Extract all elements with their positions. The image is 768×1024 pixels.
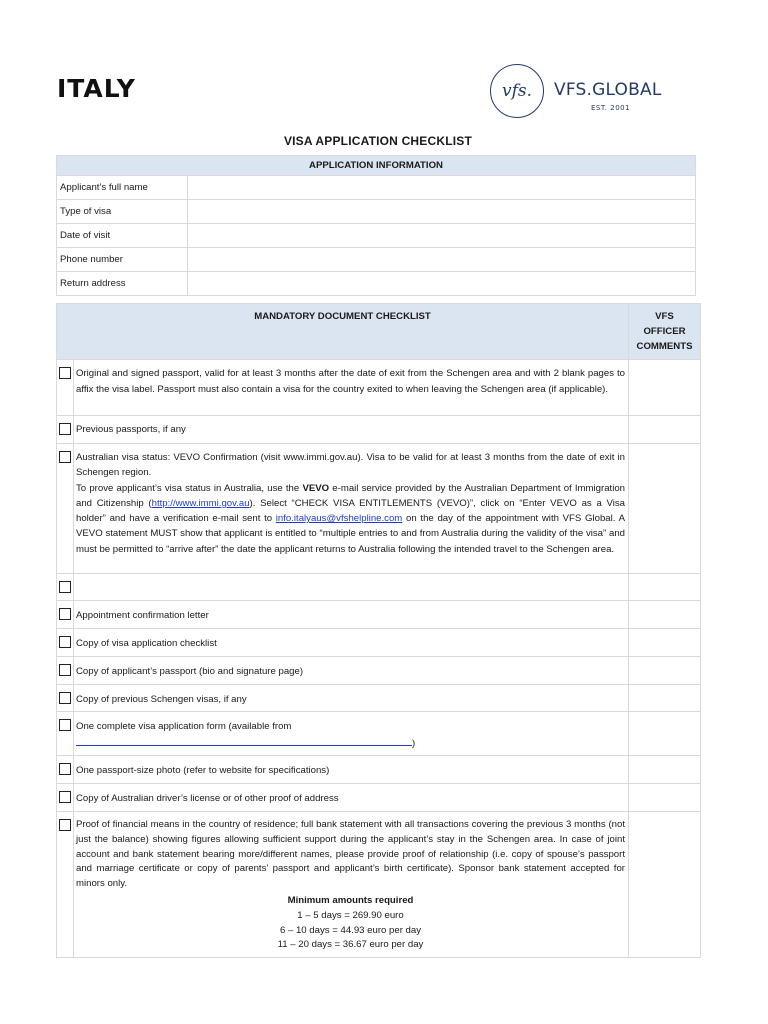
vfs-global-logo <box>490 64 670 124</box>
vfs-logo-mark: vfs. <box>490 64 544 118</box>
checkbox-application-form[interactable] <box>59 719 71 731</box>
checklist-row <box>57 756 701 784</box>
immi-link[interactable]: http://www.immi.gov.au <box>151 497 250 509</box>
checklist-row <box>57 574 701 601</box>
document-title: VISA APPLICATION CHECKLIST <box>283 134 473 148</box>
item-application-form <box>74 712 629 756</box>
financial-text: Proof of financial means in the country of residence; full bank statement with all transactions covering the previous 3 months (not just the balance) showing figures allowing sufficient support during the applicant’s stay in the Schengen area. In case of joint account and bank statement bearing more/different names, please provide proof of relationship (i.e. copy of spouse’s passport and marriage certificate or copy of parents’ passport and applicant’s birth certificate). Sponsor bank statement accepted for minors only. <box>76 819 625 890</box>
comment-cell[interactable] <box>629 756 701 784</box>
field-value-phone[interactable] <box>188 248 696 272</box>
field-label-date-of-visit: Date of visit <box>57 224 188 248</box>
checklist-row <box>57 684 701 712</box>
item-checklist-copy: Copy of visa application checklist <box>74 629 629 657</box>
item-photo: One passport-size photo (refer to website for specifications) <box>74 756 629 784</box>
checklist-row <box>57 416 701 444</box>
checklist-row <box>57 656 701 684</box>
checkbox-previous-passports[interactable] <box>59 423 71 435</box>
item-blank <box>74 574 629 601</box>
checklist-row <box>57 712 701 756</box>
checkbox-appointment[interactable] <box>59 608 71 620</box>
checkbox-license[interactable] <box>59 791 71 803</box>
comment-cell[interactable] <box>629 784 701 812</box>
field-label-full-name: Applicant’s full name <box>57 176 188 200</box>
field-value-full-name[interactable] <box>188 176 696 200</box>
item-passport: Original and signed passport, valid for at least 3 months after the date of exit from the Schengen area and with 2 blank pages to affix the visa label. Passport must also contain a visa for the country exited to when leaving the Schengen area (if applicable). <box>74 360 629 416</box>
checkbox-passport[interactable] <box>59 367 71 379</box>
field-value-return-address[interactable] <box>188 272 696 296</box>
checkbox-blank[interactable] <box>59 581 71 593</box>
checkbox-schengen-copy[interactable] <box>59 692 71 704</box>
checklist-row <box>57 629 701 657</box>
comment-cell[interactable] <box>629 656 701 684</box>
item-license: Copy of Australian driver’s license or of other proof of address <box>74 784 629 812</box>
comment-cell[interactable] <box>629 601 701 629</box>
vevo-intro: Australian visa status: VEVO Confirmation (visit www.immi.gov.au). Visa to be valid for at least 3 months from the date of exit in Schengen region. <box>76 452 625 479</box>
minimum-amounts-heading: Minimum amounts required <box>287 894 414 906</box>
comment-cell[interactable] <box>629 712 701 756</box>
mandatory-document-checklist <box>56 303 701 958</box>
logo-established: EST. 2001 <box>591 104 631 112</box>
checklist-row <box>57 812 701 958</box>
minimum-amounts <box>76 894 625 953</box>
comment-cell[interactable] <box>629 574 701 601</box>
form-url-field[interactable] <box>76 735 412 746</box>
comments-heading-line-1: VFS <box>655 311 674 322</box>
comment-cell[interactable] <box>629 812 701 958</box>
item-passport-copy: Copy of applicant’s passport (bio and signature page) <box>74 656 629 684</box>
checklist-row <box>57 784 701 812</box>
field-value-visa-type[interactable] <box>188 200 696 224</box>
comment-cell[interactable] <box>629 444 701 574</box>
comment-cell[interactable] <box>629 629 701 657</box>
checkbox-vevo[interactable] <box>59 451 71 463</box>
logo-wordmark: VFS.GLOBAL <box>554 80 662 100</box>
comment-cell[interactable] <box>629 684 701 712</box>
field-label-return-address: Return address <box>57 272 188 296</box>
item-financial <box>74 812 629 958</box>
application-information-heading: APPLICATION INFORMATION <box>57 156 696 176</box>
checklist-row <box>57 601 701 629</box>
item-schengen-copy: Copy of previous Schengen visas, if any <box>74 684 629 712</box>
comments-heading-line-2: OFFICER <box>643 326 686 337</box>
item-previous-passports: Previous passports, if any <box>74 416 629 444</box>
item-appointment: Appointment confirmation letter <box>74 601 629 629</box>
form-item-text: One complete visa application form (available from <box>76 721 292 732</box>
minimum-amount-3: 11 – 20 days = 36.67 euro per day <box>277 939 424 951</box>
checklist-heading: MANDATORY DOCUMENT CHECKLIST <box>57 304 629 360</box>
vfs-email-link[interactable]: info.italyaus@vfshelpline.com <box>275 513 403 525</box>
item-vevo <box>74 444 629 574</box>
comments-heading-line-3: COMMENTS <box>636 341 693 352</box>
form-item-close: ) <box>412 737 416 749</box>
field-value-date-of-visit[interactable] <box>188 224 696 248</box>
minimum-amount-2: 6 – 10 days = 44.93 euro per day <box>279 924 422 936</box>
officer-comments-heading <box>629 304 701 360</box>
comment-cell[interactable] <box>629 360 701 416</box>
checkbox-financial[interactable] <box>59 819 71 831</box>
checklist-row <box>57 444 701 574</box>
checklist-row <box>57 360 701 416</box>
comment-cell[interactable] <box>629 416 701 444</box>
application-information-table <box>56 155 696 296</box>
vevo-instructions: To prove applicant’s visa status in Australia, use the VEVO e-mail service provided by the Australian Department of Immigration and Citizenship (http://www.immi.gov.au). Select “CHECK VISA ENTITLEMENTS (VEVO)”, click on “Enter VEVO as a Visa holder” and have a verification e-mail sent to info.italyaus@vfshelpline.com on the day of the appointment with VFS Global. A VEVO statement MUST show that applicant is entitled to “multiple entries to and from Australia during the validity of the visa” and must be permitted to “arrive after” the date the applicant returns to Australia following the intended travel to the Schengen area. <box>76 482 626 555</box>
country-title: ITALY <box>57 74 136 103</box>
checkbox-passport-copy[interactable] <box>59 664 71 676</box>
field-label-visa-type: Type of visa <box>57 200 188 224</box>
minimum-amount-1: 1 – 5 days = 269.90 euro <box>297 909 404 921</box>
checkbox-photo[interactable] <box>59 763 71 775</box>
field-label-phone: Phone number <box>57 248 188 272</box>
checkbox-checklist-copy[interactable] <box>59 636 71 648</box>
